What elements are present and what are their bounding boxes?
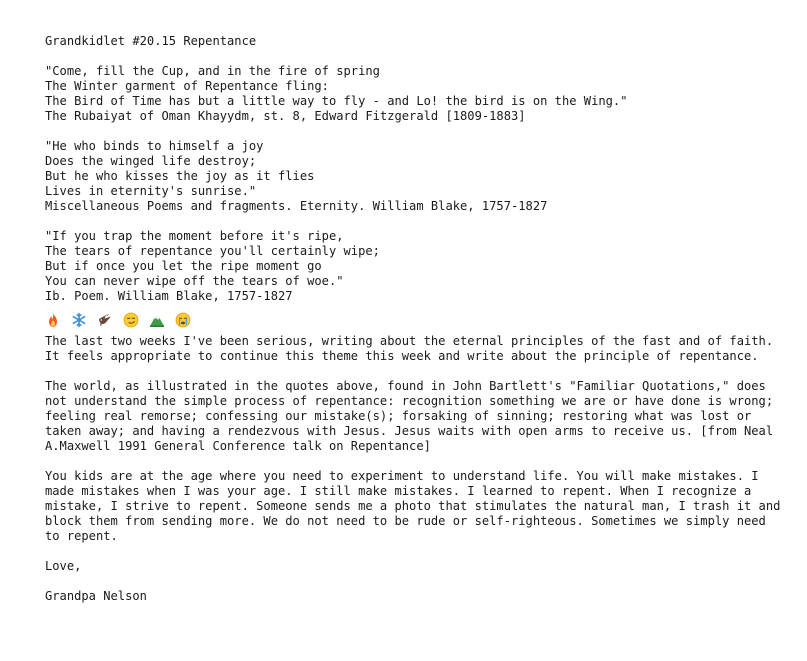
quote-line: The tears of repentance you'll certainly wipe; <box>45 244 380 258</box>
bird-icon <box>97 312 113 328</box>
quote-line: Lives in eternity's sunrise." <box>45 184 257 198</box>
paragraph-repentance <box>45 379 785 454</box>
paragraph-line: mistake, I strive to repent. Someone sends me a photo that stimulates the natural man, I trash it and <box>45 499 781 513</box>
fire-icon <box>45 312 61 328</box>
quote-line: The Winter garment of Repentance fling: <box>45 79 329 93</box>
paragraph-line: taken away; and having a rendezvous with Jesus. Jesus waits with open arms to receive us. [from Neal <box>45 424 774 438</box>
paragraph-line: You kids are at the age where you need to experiment to understand life. You will make mistakes. I <box>45 469 759 483</box>
quote-blake-poem <box>45 229 785 304</box>
paragraph-line: A.Maxwell 1991 General Conference talk on Repentance] <box>45 439 431 453</box>
quote-attribution: Ib. Poem. William Blake, 1757-1827 <box>45 289 293 303</box>
closing: Love, <box>45 559 82 573</box>
emoji-row <box>45 308 785 332</box>
quote-attribution: The Rubaiyat of Oman Khayydm, st. 8, Edward Fitzgerald [1809-1883] <box>45 109 526 123</box>
signature: Grandpa Nelson <box>45 589 147 603</box>
paragraph-line: to repent. <box>45 529 118 543</box>
document-body <box>45 34 785 604</box>
quote-attribution: Miscellaneous Poems and fragments. Eternity. William Blake, 1757-1827 <box>45 199 548 213</box>
paragraph-line: The world, as illustrated in the quotes above, found in John Bartlett's "Familiar Quotations," does <box>45 379 766 393</box>
quote-line: But he who kisses the joy as it flies <box>45 169 315 183</box>
paragraph-intro <box>45 334 785 364</box>
mountain-icon <box>149 312 165 328</box>
document-title: Grandkidlet #20.15 Repentance <box>45 34 257 48</box>
quote-line: Does the winged life destroy; <box>45 154 257 168</box>
paragraph-line: It feels appropriate to continue this theme this week and write about the principle of repentance. <box>45 349 759 363</box>
quote-line: "He who binds to himself a joy <box>45 139 264 153</box>
snowflake-icon <box>71 312 87 328</box>
quote-line: But if once you let the ripe moment go <box>45 259 322 273</box>
paragraph-line: made mistakes when I was your age. I still make mistakes. I learned to repent. When I recognize a <box>45 484 752 498</box>
quote-line: "If you trap the moment before it's ripe, <box>45 229 344 243</box>
quote-line: You can never wipe off the tears of woe." <box>45 274 344 288</box>
quote-blake-eternity <box>45 139 785 214</box>
paragraph-advice <box>45 469 785 544</box>
quote-line: "Come, fill the Cup, and in the fire of spring <box>45 64 380 78</box>
paragraph-line: feeling real remorse; confessing our mistake(s); forsaking of sinning; restoring what was lost or <box>45 409 752 423</box>
paragraph-line: block them from sending more. We do not need to be rude or self-righteous. Sometimes we simply need <box>45 514 766 528</box>
crying-face-icon <box>175 312 191 328</box>
paragraph-line: The last two weeks I've been serious, writing about the eternal principles of the fast and of faith. <box>45 334 774 348</box>
smirk-face-icon <box>123 312 139 328</box>
quote-fitzgerald <box>45 64 785 124</box>
quote-line: The Bird of Time has but a little way to fly - and Lo! the bird is on the Wing." <box>45 94 628 108</box>
paragraph-line: not understand the simple process of repentance: recognition something we are or have done is wrong; <box>45 394 774 408</box>
